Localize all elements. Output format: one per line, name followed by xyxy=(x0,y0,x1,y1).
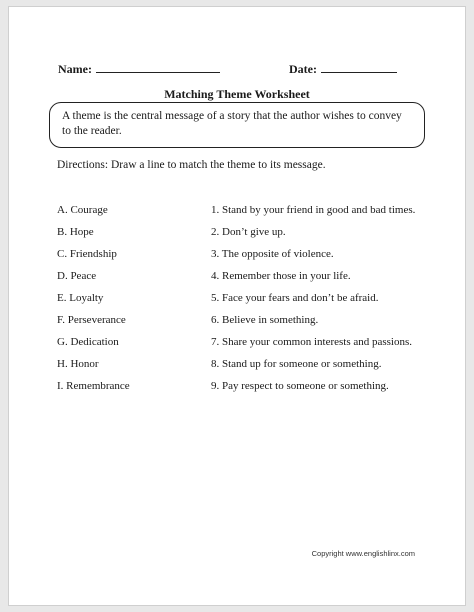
message-item: 9. Pay respect to someone or something. xyxy=(211,380,389,392)
theme-item: A. Courage xyxy=(57,204,108,216)
theme-item: G. Dedication xyxy=(57,336,119,348)
message-item: 2. Don’t give up. xyxy=(211,226,286,238)
theme-item: B. Hope xyxy=(57,226,94,238)
message-item: 3. The opposite of violence. xyxy=(211,248,334,260)
message-item: 8. Stand up for someone or something. xyxy=(211,358,382,370)
message-item: 6. Believe in something. xyxy=(211,314,319,326)
theme-item: H. Honor xyxy=(57,358,99,370)
theme-definition-text: A theme is the central message of a story that the author wishes to convey to the reader. xyxy=(62,110,402,137)
copyright-notice: Copyright www.englishlinx.com xyxy=(311,549,415,558)
name-label: Name: xyxy=(58,62,92,76)
theme-item: F. Perseverance xyxy=(57,314,126,326)
theme-item: D. Peace xyxy=(57,270,97,282)
worksheet-page xyxy=(8,6,466,606)
name-field xyxy=(58,62,220,77)
message-item: 7. Share your common interests and passions. xyxy=(211,336,413,348)
message-item: 1. Stand by your friend in good and bad times. xyxy=(211,204,416,216)
message-item: 4. Remember those in your life. xyxy=(211,270,351,282)
directions-text: Directions: Draw a line to match the theme to its message. xyxy=(57,159,326,171)
date-blank-line[interactable] xyxy=(321,62,397,73)
name-blank-line[interactable] xyxy=(96,62,220,73)
theme-definition-box xyxy=(49,102,425,148)
message-item: 5. Face your fears and don’t be afraid. xyxy=(211,292,379,304)
messages-list xyxy=(211,203,415,401)
themes-list xyxy=(57,203,130,401)
date-field xyxy=(289,62,397,77)
date-label: Date: xyxy=(289,62,317,76)
theme-item: E. Loyalty xyxy=(57,292,104,304)
worksheet-title: Matching Theme Worksheet xyxy=(164,87,310,101)
theme-item: C. Friendship xyxy=(57,248,117,260)
theme-item: I. Remembrance xyxy=(57,380,130,392)
